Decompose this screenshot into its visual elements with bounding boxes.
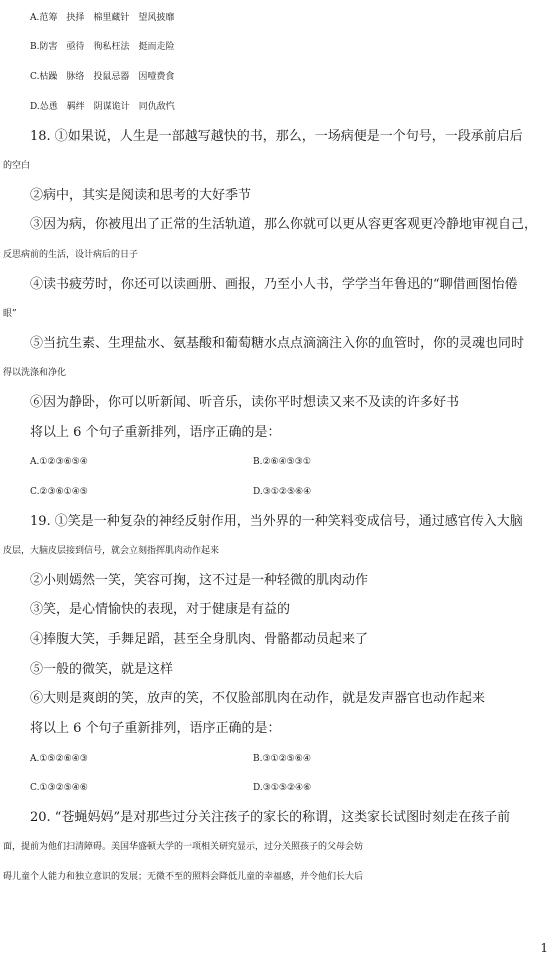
- q18-sentence-4-line-1: ④读书疲劳时，你还可以读画册、画报，乃至小人书，学学当年鲁迅的“聊借画图怡倦: [30, 277, 518, 292]
- q19-sentence-4: ④捧腹大笑，手舞足蹈，甚至全身肌肉、骨骼都动员起来了: [30, 632, 369, 647]
- q19-sentence-3: ③笑，是心情愉快的表现，对于健康是有益的: [30, 602, 291, 617]
- q18-stem-line-1: 18. ①如果说，人生是一部越写越快的书，那么，一场病便是一个句号，一段承前启后: [30, 129, 523, 144]
- page-number: 1: [540, 941, 548, 955]
- q17-option-d: D.怂恿 羁绊 阴谋诡计 同仇敌忾: [30, 102, 175, 112]
- q19-option-c: C.①③②⑤④⑥: [30, 783, 88, 793]
- q17-option-a: A.范筹 抉择 棉里藏针 望风披靡: [30, 13, 175, 23]
- q18-sentence-3-line-2: 反思病前的生活，设计病后的日子: [3, 250, 139, 260]
- q19-prompt: 将以上 6 个句子重新排列，语序正确的是：: [30, 721, 281, 736]
- q19-sentence-6: ⑥大则是爽朗的笑，放声的笑，不仅脸部肌肉在动作，就是发声器官也动作起来: [30, 691, 486, 706]
- q20-stem-line-2: 面，提前为他们扫清障碍。美国华盛顿大学的一项相关研究显示，过分关照孩子的父母会妨: [3, 842, 364, 852]
- q17-option-b: B.防害 亟待 徇私枉法 挺而走险: [30, 42, 175, 52]
- q17-option-c: C.枯躁 脉络 投鼠忌器 因噎费食: [30, 72, 175, 82]
- q18-sentence-4-line-2: 眼”: [3, 309, 17, 319]
- q18-prompt: 将以上 6 个句子重新排列，语序正确的是：: [30, 425, 281, 440]
- q18-sentence-5-line-1: ⑤当抗生素、生理盐水、氨基酸和葡萄糖水点点滴滴注入你的血管时，你的灵魂也同时: [30, 336, 525, 351]
- q18-option-c: C.②③⑥①④⑤: [30, 487, 88, 497]
- q18-option-b: B.②⑥④⑤③①: [253, 457, 311, 467]
- q19-stem-line-1: 19. ①笑是一种复杂的神经反射作用，当外界的一种笑料变成信号，通过感官传入大脑: [30, 514, 523, 529]
- q20-stem-line-3: 碍儿童个人能力和独立意识的发展；无微不至的照料会降低儿童的幸福感，并令他们长大后: [3, 872, 364, 882]
- q18-stem-line-2: 的空白: [3, 161, 31, 171]
- q18-sentence-3-line-1: ③因为病，你被甩出了正常的生活轨道，那么你就可以更从容更客观更冷静地审视自己，: [30, 217, 538, 232]
- q19-option-b: B.③①②⑤⑥④: [253, 754, 311, 764]
- q19-option-a: A.①⑤②⑥④③: [30, 754, 88, 764]
- q19-sentence-5: ⑤一般的微笑，就是这样: [30, 662, 174, 677]
- q18-sentence-2: ②病中，其实是阅读和思考的大好季节: [30, 188, 252, 203]
- q18-sentence-6: ⑥因为静卧，你可以听新闻、听音乐，读你平时想读又来不及读的许多好书: [30, 395, 460, 410]
- q19-sentence-2: ②小则嫣然一笑，笑容可掬，这不过是一种轻微的肌肉动作: [30, 573, 369, 588]
- q18-sentence-5-line-2: 得以洗涤和净化: [3, 368, 67, 378]
- q19-stem-line-2: 皮层，大脑皮层接到信号，就会立刻指挥肌肉动作起来: [3, 546, 220, 556]
- q20-stem-line-1: 20. “苍蝇妈妈”是对那些过分关注孩子的家长的称谓，这类家长试图时刻走在孩子前: [30, 810, 511, 825]
- q19-option-d: D.③①⑤②④⑥: [253, 783, 312, 793]
- q18-option-a: A.①②③⑥⑤④: [30, 457, 88, 467]
- q18-option-d: D.③①②⑤⑥④: [253, 487, 312, 497]
